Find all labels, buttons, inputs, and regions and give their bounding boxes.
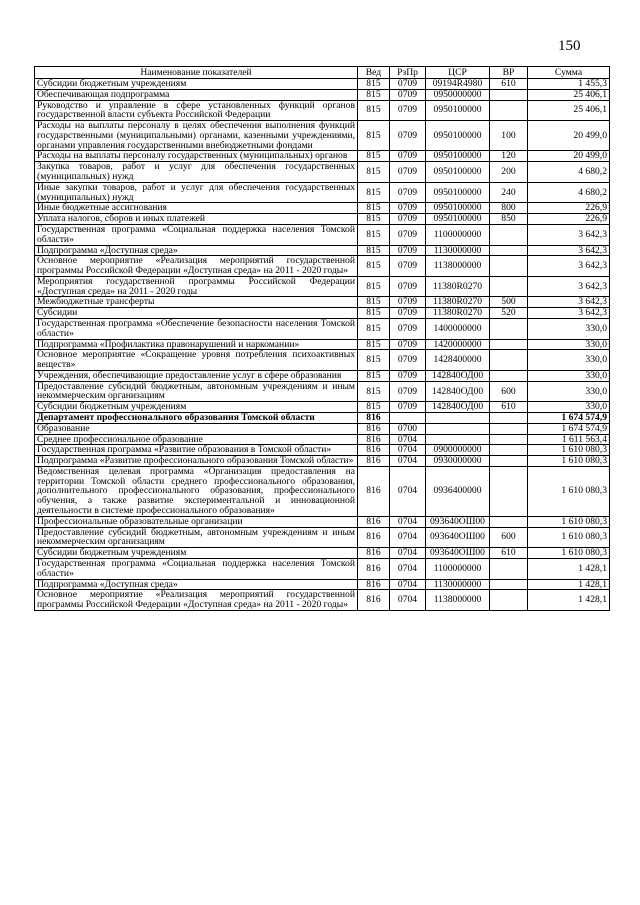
ved-cell: 815 xyxy=(358,370,390,381)
csr-cell: 1130000000 xyxy=(426,579,490,590)
name-cell: Иные бюджетные ассигнования xyxy=(35,203,358,214)
table-row xyxy=(35,370,610,381)
rzpr-cell: 0709 xyxy=(390,276,426,297)
rzpr-cell: 0704 xyxy=(390,590,426,611)
sum-cell: 330,0 xyxy=(528,402,610,413)
ved-cell: 815 xyxy=(358,350,390,371)
csr-cell: 093640ОШ00 xyxy=(426,527,490,548)
sum-cell: 330,0 xyxy=(528,318,610,339)
name-cell: Государственная программа «Развитие образования в Томской области» xyxy=(35,445,358,456)
name-cell: Образование xyxy=(35,423,358,434)
rzpr-cell: 0709 xyxy=(390,308,426,319)
vr-cell xyxy=(490,466,528,516)
csr-cell: 1100000000 xyxy=(426,558,490,579)
table-row xyxy=(35,182,610,203)
ved-cell: 815 xyxy=(358,276,390,297)
sum-cell: 4 680,2 xyxy=(528,182,610,203)
column-header-rzpr: РзПр xyxy=(390,67,426,79)
ved-cell: 816 xyxy=(358,527,390,548)
table-row xyxy=(35,162,610,183)
sum-cell: 1 611 563,4 xyxy=(528,434,610,445)
ved-cell: 815 xyxy=(358,402,390,413)
ved-cell: 815 xyxy=(358,214,390,225)
csr-cell: 0950100000 xyxy=(426,100,490,121)
table-row xyxy=(35,89,610,100)
csr-cell: 0930000000 xyxy=(426,456,490,467)
column-header-vr: ВР xyxy=(490,67,528,79)
ved-cell: 815 xyxy=(358,381,390,402)
table-row xyxy=(35,558,610,579)
vr-cell xyxy=(490,434,528,445)
name-cell: Подпрограмма «Развитие профессионального образования Томской области» xyxy=(35,456,358,467)
vr-cell: 120 xyxy=(490,151,528,162)
sum-cell: 330,0 xyxy=(528,370,610,381)
vr-cell: 610 xyxy=(490,79,528,90)
sum-cell: 1 610 080,3 xyxy=(528,466,610,516)
name-cell: Предоставление субсидий бюджетным, автономным учреждениям и иным некоммерческим организациям xyxy=(35,527,358,548)
table-row xyxy=(35,413,610,424)
csr-cell: 1138000000 xyxy=(426,590,490,611)
table-row xyxy=(35,402,610,413)
csr-cell: 09194R4980 xyxy=(426,79,490,90)
rzpr-cell: 0704 xyxy=(390,434,426,445)
table-row xyxy=(35,350,610,371)
sum-cell: 226,9 xyxy=(528,214,610,225)
vr-cell xyxy=(490,370,528,381)
sum-cell: 4 680,2 xyxy=(528,162,610,183)
name-cell: Субсидии xyxy=(35,308,358,319)
name-cell: Субсидии бюджетным учреждениям xyxy=(35,548,358,559)
ved-cell: 816 xyxy=(358,466,390,516)
vr-cell: 610 xyxy=(490,548,528,559)
name-cell: Мероприятия государственной программы Российской Федерации «Доступная среда» на 2011 - 2020 годы xyxy=(35,276,358,297)
sum-cell: 1 610 080,3 xyxy=(528,456,610,467)
csr-cell: 142840ОД00 xyxy=(426,402,490,413)
sum-cell: 20 499,0 xyxy=(528,121,610,151)
ved-cell: 816 xyxy=(358,445,390,456)
table-row xyxy=(35,151,610,162)
ved-cell: 815 xyxy=(358,203,390,214)
rzpr-cell: 0709 xyxy=(390,79,426,90)
sum-cell: 25 406,1 xyxy=(528,100,610,121)
table-row xyxy=(35,308,610,319)
vr-cell: 600 xyxy=(490,381,528,402)
table-body xyxy=(35,79,610,611)
csr-cell xyxy=(426,413,490,424)
name-cell: Закупка товаров, работ и услуг для обеспечения государственных (муниципальных) нужд xyxy=(35,162,358,183)
rzpr-cell: 0709 xyxy=(390,203,426,214)
rzpr-cell: 0709 xyxy=(390,162,426,183)
ved-cell: 816 xyxy=(358,423,390,434)
table-row xyxy=(35,516,610,527)
sum-cell: 25 406,1 xyxy=(528,89,610,100)
table-row xyxy=(35,297,610,308)
vr-cell: 240 xyxy=(490,182,528,203)
sum-cell: 3 642,3 xyxy=(528,256,610,277)
name-cell: Субсидии бюджетным учреждениям xyxy=(35,402,358,413)
rzpr-cell xyxy=(390,413,426,424)
rzpr-cell: 0704 xyxy=(390,466,426,516)
vr-cell xyxy=(490,256,528,277)
column-header-csr: ЦСР xyxy=(426,67,490,79)
sum-cell: 1 610 080,3 xyxy=(528,527,610,548)
page-number: 150 xyxy=(558,38,581,54)
vr-cell: 100 xyxy=(490,121,528,151)
table-row xyxy=(35,579,610,590)
sum-cell: 1 674 574,9 xyxy=(528,413,610,424)
rzpr-cell: 0704 xyxy=(390,548,426,559)
name-cell: Предоставление субсидий бюджетным, автономным учреждениям и иным некоммерческим организациям xyxy=(35,381,358,402)
vr-cell xyxy=(490,100,528,121)
csr-cell: 1138000000 xyxy=(426,256,490,277)
csr-cell: 0950100000 xyxy=(426,151,490,162)
sum-cell: 1 428,1 xyxy=(528,590,610,611)
csr-cell xyxy=(426,423,490,434)
name-cell: Расходы на выплаты персоналу в целях обеспечения выполнения функций государственными (муниципальными) органами, казенными учреждениями, органами управления государственными внебюджетными фондами xyxy=(35,121,358,151)
ved-cell: 815 xyxy=(358,297,390,308)
ved-cell: 816 xyxy=(358,434,390,445)
vr-cell xyxy=(490,339,528,350)
csr-cell: 11380R0270 xyxy=(426,276,490,297)
csr-cell: 0950000000 xyxy=(426,89,490,100)
name-cell: Основное мероприятие «Реализация мероприятий государственной программы Российской Федерации «Доступная среда» на 2011 - 2020 годы» xyxy=(35,256,358,277)
sum-cell: 1 428,1 xyxy=(528,579,610,590)
table-row xyxy=(35,203,610,214)
csr-cell xyxy=(426,434,490,445)
csr-cell: 1400000000 xyxy=(426,318,490,339)
name-cell: Департамент профессионального образования Томской области xyxy=(35,413,358,424)
rzpr-cell: 0709 xyxy=(390,256,426,277)
name-cell: Иные закупки товаров, работ и услуг для обеспечения государственных (муниципальных) нужд xyxy=(35,182,358,203)
column-header-sum: Сумма xyxy=(528,67,610,79)
name-cell: Обеспечивающая подпрограмма xyxy=(35,89,358,100)
rzpr-cell: 0709 xyxy=(390,318,426,339)
ved-cell: 816 xyxy=(358,516,390,527)
sum-cell: 330,0 xyxy=(528,350,610,371)
csr-cell: 0950100000 xyxy=(426,203,490,214)
sum-cell: 3 642,3 xyxy=(528,308,610,319)
ved-cell: 815 xyxy=(358,182,390,203)
rzpr-cell: 0709 xyxy=(390,89,426,100)
ved-cell: 815 xyxy=(358,256,390,277)
vr-cell xyxy=(490,89,528,100)
ved-cell: 815 xyxy=(358,121,390,151)
name-cell: Государственная программа «Обеспечение безопасности населения Томской области» xyxy=(35,318,358,339)
table-row xyxy=(35,245,610,256)
csr-cell: 0950100000 xyxy=(426,162,490,183)
vr-cell: 850 xyxy=(490,214,528,225)
vr-cell xyxy=(490,276,528,297)
sum-cell: 3 642,3 xyxy=(528,245,610,256)
csr-cell: 142840ОД00 xyxy=(426,370,490,381)
csr-cell: 093640ОШ00 xyxy=(426,516,490,527)
table-row xyxy=(35,527,610,548)
vr-cell xyxy=(490,579,528,590)
rzpr-cell: 0709 xyxy=(390,297,426,308)
vr-cell xyxy=(490,350,528,371)
vr-cell: 800 xyxy=(490,203,528,214)
vr-cell xyxy=(490,456,528,467)
ved-cell: 815 xyxy=(358,89,390,100)
sum-cell: 3 642,3 xyxy=(528,224,610,245)
sum-cell: 1 428,1 xyxy=(528,558,610,579)
table-row xyxy=(35,434,610,445)
csr-cell: 1420000000 xyxy=(426,339,490,350)
rzpr-cell: 0704 xyxy=(390,456,426,467)
table-row xyxy=(35,456,610,467)
sum-cell: 226,9 xyxy=(528,203,610,214)
rzpr-cell: 0704 xyxy=(390,579,426,590)
ved-cell: 815 xyxy=(358,79,390,90)
name-cell: Подпрограмма «Доступная среда» xyxy=(35,245,358,256)
csr-cell: 0950100000 xyxy=(426,121,490,151)
ved-cell: 816 xyxy=(358,590,390,611)
vr-cell xyxy=(490,558,528,579)
vr-cell xyxy=(490,318,528,339)
ved-cell: 815 xyxy=(358,162,390,183)
name-cell: Основное мероприятие «Реализация мероприятий государственной программы Российской Федерации «Доступная среда» на 2011 - 2020 годы» xyxy=(35,590,358,611)
csr-cell: 1100000000 xyxy=(426,224,490,245)
rzpr-cell: 0700 xyxy=(390,423,426,434)
vr-cell: 200 xyxy=(490,162,528,183)
budget-table xyxy=(34,66,610,611)
rzpr-cell: 0704 xyxy=(390,445,426,456)
rzpr-cell: 0704 xyxy=(390,558,426,579)
vr-cell xyxy=(490,224,528,245)
table-row xyxy=(35,121,610,151)
name-cell: Подпрограмма «Профилактика правонарушений и наркомании» xyxy=(35,339,358,350)
sum-cell: 1 455,3 xyxy=(528,79,610,90)
csr-cell: 142840ОД00 xyxy=(426,381,490,402)
name-cell: Уплата налогов, сборов и иных платежей xyxy=(35,214,358,225)
column-header-name: Наименование показателей xyxy=(35,67,358,79)
rzpr-cell: 0709 xyxy=(390,182,426,203)
name-cell: Профессиональные образовательные организации xyxy=(35,516,358,527)
vr-cell xyxy=(490,423,528,434)
csr-cell: 0950100000 xyxy=(426,182,490,203)
rzpr-cell: 0709 xyxy=(390,350,426,371)
name-cell: Среднее профессиональное образование xyxy=(35,434,358,445)
ved-cell: 815 xyxy=(358,224,390,245)
vr-cell xyxy=(490,516,528,527)
csr-cell: 0900000000 xyxy=(426,445,490,456)
name-cell: Учреждения, обеспечивающие предоставление услуг в сфере образования xyxy=(35,370,358,381)
sum-cell: 330,0 xyxy=(528,339,610,350)
rzpr-cell: 0709 xyxy=(390,381,426,402)
rzpr-cell: 0704 xyxy=(390,516,426,527)
vr-cell: 500 xyxy=(490,297,528,308)
ved-cell: 815 xyxy=(358,151,390,162)
name-cell: Руководство и управление в сфере установленных функций органов государственной власти субъекта Российской Федерации xyxy=(35,100,358,121)
rzpr-cell: 0709 xyxy=(390,100,426,121)
vr-cell: 600 xyxy=(490,527,528,548)
ved-cell: 815 xyxy=(358,100,390,121)
csr-cell: 0936400000 xyxy=(426,466,490,516)
sum-cell: 20 499,0 xyxy=(528,151,610,162)
table-row xyxy=(35,224,610,245)
table-row xyxy=(35,445,610,456)
ved-cell: 816 xyxy=(358,558,390,579)
sum-cell: 1 674 574,9 xyxy=(528,423,610,434)
rzpr-cell: 0709 xyxy=(390,151,426,162)
csr-cell: 11380R0270 xyxy=(426,308,490,319)
table-row xyxy=(35,276,610,297)
name-cell: Подпрограмма «Доступная среда» xyxy=(35,579,358,590)
rzpr-cell: 0709 xyxy=(390,339,426,350)
table-row xyxy=(35,79,610,90)
name-cell: Государственная программа «Социальная поддержка населения Томской области» xyxy=(35,558,358,579)
ved-cell: 816 xyxy=(358,548,390,559)
vr-cell xyxy=(490,413,528,424)
rzpr-cell: 0709 xyxy=(390,402,426,413)
csr-cell: 1428400000 xyxy=(426,350,490,371)
csr-cell: 093640ОШ00 xyxy=(426,548,490,559)
rzpr-cell: 0709 xyxy=(390,121,426,151)
vr-cell xyxy=(490,445,528,456)
vr-cell: 610 xyxy=(490,402,528,413)
ved-cell: 816 xyxy=(358,413,390,424)
table-row xyxy=(35,590,610,611)
name-cell: Межбюджетные трансферты xyxy=(35,297,358,308)
ved-cell: 816 xyxy=(358,456,390,467)
sum-cell: 3 642,3 xyxy=(528,276,610,297)
name-cell: Государственная программа «Социальная поддержка населения Томской области» xyxy=(35,224,358,245)
ved-cell: 815 xyxy=(358,308,390,319)
rzpr-cell: 0709 xyxy=(390,370,426,381)
vr-cell xyxy=(490,245,528,256)
table-row xyxy=(35,256,610,277)
table-row xyxy=(35,381,610,402)
table-row xyxy=(35,339,610,350)
ved-cell: 815 xyxy=(358,339,390,350)
ved-cell: 815 xyxy=(358,245,390,256)
table-row xyxy=(35,100,610,121)
sum-cell: 330,0 xyxy=(528,381,610,402)
csr-cell: 0950100000 xyxy=(426,214,490,225)
table-row xyxy=(35,548,610,559)
sum-cell: 1 610 080,3 xyxy=(528,548,610,559)
table-header-row xyxy=(35,67,610,79)
vr-cell: 520 xyxy=(490,308,528,319)
column-header-ved: Вед xyxy=(358,67,390,79)
rzpr-cell: 0709 xyxy=(390,245,426,256)
name-cell: Ведомственная целевая программа «Организация предоставления на территории Томской области среднего профессионального образования, дополнительного профессионального образования, профессионального обучения, а также развитие экспериментальной и инновационной деятельности в системе профессионального образования» xyxy=(35,466,358,516)
name-cell: Расходы на выплаты персоналу государственных (муниципальных) органов xyxy=(35,151,358,162)
rzpr-cell: 0709 xyxy=(390,214,426,225)
sum-cell: 1 610 080,3 xyxy=(528,445,610,456)
csr-cell: 11380R0270 xyxy=(426,297,490,308)
ved-cell: 815 xyxy=(358,318,390,339)
ved-cell: 816 xyxy=(358,579,390,590)
rzpr-cell: 0709 xyxy=(390,224,426,245)
name-cell: Субсидии бюджетным учреждениям xyxy=(35,79,358,90)
name-cell: Основное мероприятие «Сокращение уровня потребления психоактивных веществ» xyxy=(35,350,358,371)
vr-cell xyxy=(490,590,528,611)
table-row xyxy=(35,214,610,225)
csr-cell: 1130000000 xyxy=(426,245,490,256)
rzpr-cell: 0704 xyxy=(390,527,426,548)
sum-cell: 1 610 080,3 xyxy=(528,516,610,527)
table-row xyxy=(35,466,610,516)
sum-cell: 3 642,3 xyxy=(528,297,610,308)
table-row xyxy=(35,423,610,434)
table-row xyxy=(35,318,610,339)
